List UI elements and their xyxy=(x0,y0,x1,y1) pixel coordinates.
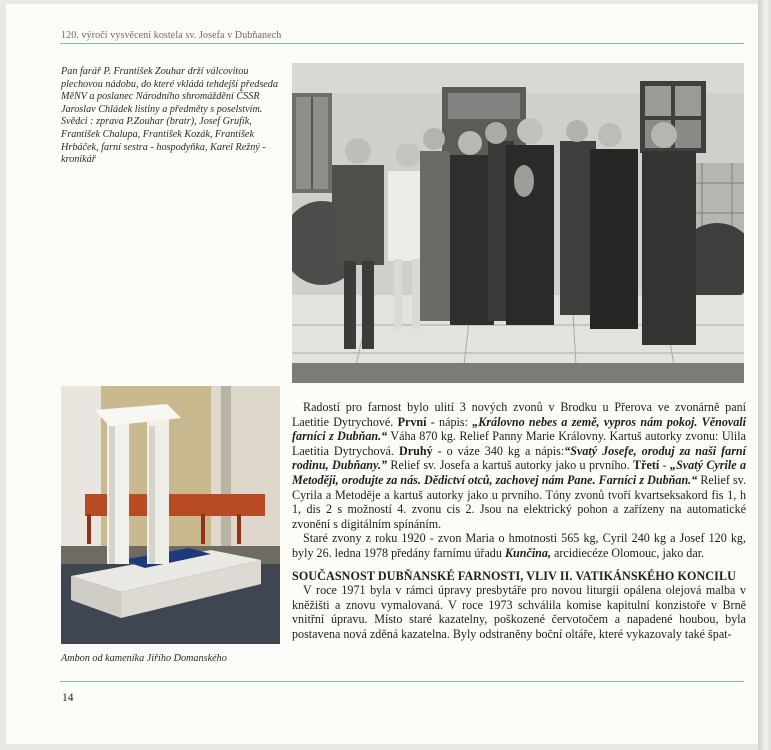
group-photo-illustration xyxy=(292,63,744,383)
photo-caption-top: Pan farář P. František Zouhar drží válcovitou plechovou nádobu, do které vkládá tehdejší předseda MěNV a poslanec Národního shromáždění ČSSR Jaroslav Chládek listiny a předměty s poselstvím. Svědci : zprava P.Zouhar (bratr), Josef Grufík, František Chalupa, František Kozák, František Hrbáček, farní sestra - hospodyňka, Karel Režný - kronikář xyxy=(61,66,278,166)
ambon-photo xyxy=(61,386,280,644)
book-spine-shadow xyxy=(758,0,771,750)
paragraph-council: V roce 1971 byla v rámci úpravy presbytáře pro novou liturgii opálena olejová malba v kněžišti a znovu vymalovaná. V roce 1973 schválila komise kapitulní konzistoře v Brně vnitřní úpravu. Místo staré kazatelny, poškozené červotočem a napadené houbou, byla postavena nová zděná kazatelna. Byly odstraněny boční oltáře, které vykazovaly také špat- xyxy=(292,583,746,641)
header-rule xyxy=(60,43,744,44)
group-photo xyxy=(292,63,744,383)
paragraph-bells: Radostí pro farnost bylo ulití 3 nových zvonů v Brodku u Přerova ve zvonárně paní Laetitie Dytrychové. První - nápis: „Královno nebes a země, vypros nám pokoj. Věnovali farníci z Dubňan.“ Váha 870 kg. Relief Panny Marie Královny. Kartuš autorky zvonu: Ulila Laetitia Dytrychová. Druhý - o váze 340 kg a nápis:“Svatý Josefe, oroduj za naši farní rodinu, Dubňany.” Relief sv. Josefa a kartuš autorky jako u prvního. Třetí - „Svatý Cyrile a Metoději, orodujte za nás. Dědictví otců, zachovej nám Pane. Farníci z Dubňan.“ Relief sv. Cyrila a Metoděje a kartuš autorky jako u prvního. Tóny zvonů tvoří kvartseksakord fis 1, h 1, dis 2 s možností 4. zvonu cis 2. Jsou na elektrický pohon a zařízeny na automatické zvonění s digitálním spínáním. xyxy=(292,400,746,531)
paragraph-old-bells: Staré zvony z roku 1920 - zvon Maria o hmotnosti 565 kg, Cyril 240 kg a Josef 120 kg, byly 26. ledna 1978 předány farnímu úřadu Kunčina, arcidiecéze Olomouc, jako dar. xyxy=(292,531,746,560)
photo-caption-bottom: Ambon od kameníka Jiřího Domanského xyxy=(61,653,227,664)
ambon-photo-illustration xyxy=(61,386,280,644)
running-header: 120. výročí vysvěcení kostela sv. Josefa v Dubňanech xyxy=(61,30,282,41)
article-body xyxy=(292,400,746,642)
footer-rule xyxy=(60,681,744,682)
page-number: 14 xyxy=(62,692,74,704)
section-heading: SOUČASNOST DUBŇANSKÉ FARNOSTI, VLIV II. VATIKÁNSKÉHO KONCILU xyxy=(292,568,736,583)
